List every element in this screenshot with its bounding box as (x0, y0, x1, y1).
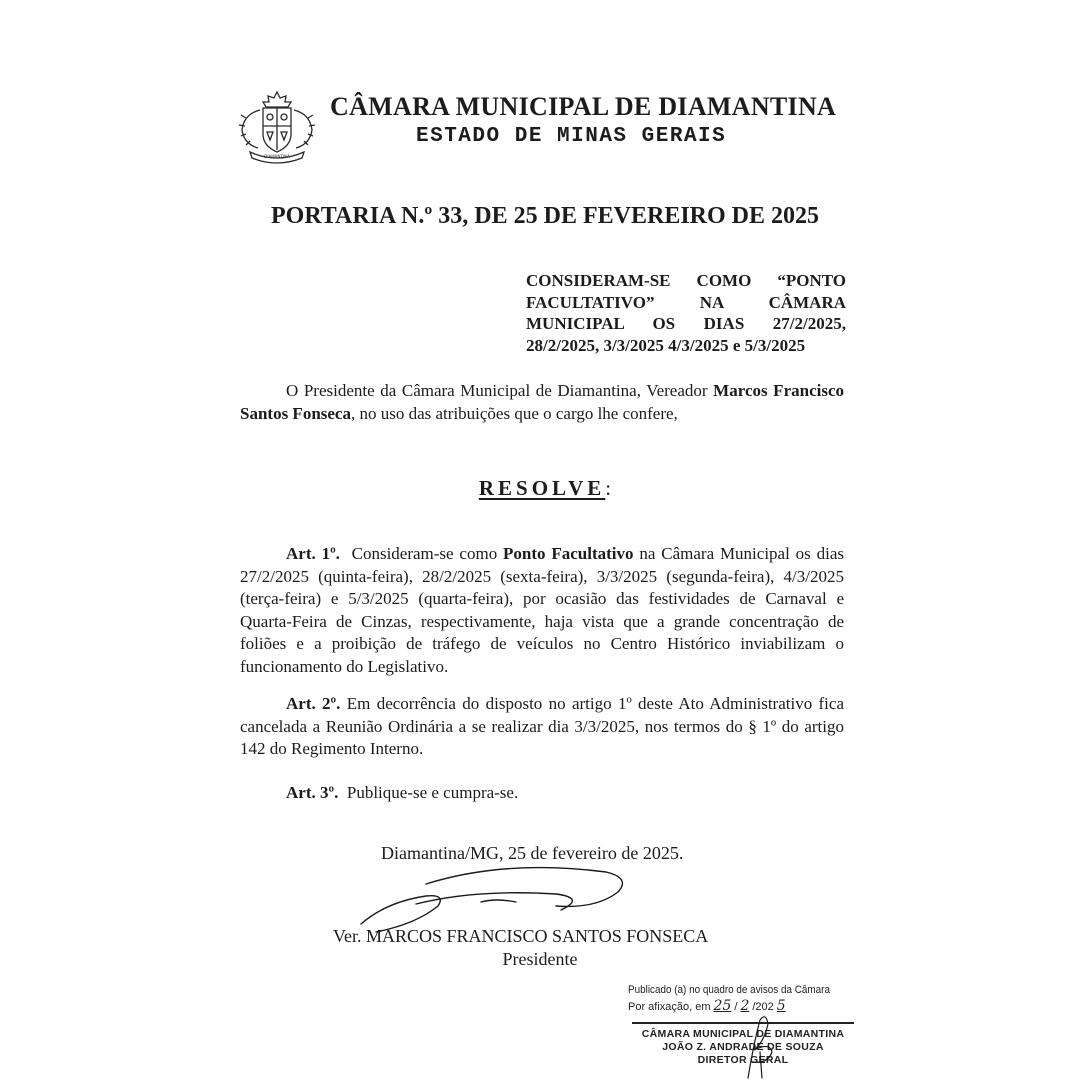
ementa (526, 270, 846, 356)
stamp-day: 25 (713, 998, 732, 1014)
article-3-text: Publique-se e cumpra-se. (338, 783, 519, 802)
article-1-text-end: na Câmara Municipal os dias 27/2/2025 (quinta-feira), 28/2/2025 (sexta-feira), 3/3/2025 (segunda-feira), 4/3/2025 (terça-feira) e 5/3/2025 (quarta-feira), por ocasião das festividades de Carnaval e Quarta-Feira de Cinzas, respectivamente, haja vista que a grande concentração de foliões e a proibição de tráfego de veículos no Centro Histórico inviabilizam o funcionamento do Legislativo. (240, 544, 844, 676)
resolve-heading (0, 476, 1080, 501)
ementa-line: MUNICIPAL OS DIAS 27/2/2025, (526, 314, 846, 333)
stamp-line-3: CÂMARA MUNICIPAL DE DIAMANTINA (641, 1028, 845, 1040)
resolve-colon: : (605, 476, 612, 500)
stamp-line-2-prefix: Por afixação, em (628, 1001, 711, 1013)
article-1-label: Art. 1º. (286, 544, 340, 563)
ementa-line: 28/2/2025, 3/3/2025 4/3/2025 e 5/3/2025 (526, 335, 806, 355)
stamp-line-1: Publicado (a) no quadro de avisos da Câmara (628, 984, 830, 996)
signer-role: Presidente (502, 949, 578, 969)
stamp-line-5: DIRETOR GERAL (697, 1054, 789, 1066)
stamp-year-prefix: 202 (755, 1001, 774, 1013)
ementa-line: FACULTATIVO” NA CÂMARA (526, 292, 846, 312)
article-1-text: Consideram-se como (339, 544, 504, 563)
preamble-text-end: , no uso das atribuições que o cargo lhe confere, (350, 403, 678, 423)
stamp-year-suffix: 5 (776, 998, 786, 1014)
stamp-month: 2 (740, 998, 750, 1014)
article-3-label: Art. 3º. (286, 783, 339, 802)
ementa-line: CONSIDERAM-SE COMO “PONTO (526, 271, 846, 290)
seal-banner-text: DIAMANTINA (264, 154, 290, 159)
article-1 (240, 543, 844, 678)
state-name: ESTADO DE MINAS GERAIS (416, 125, 727, 148)
document-title: PORTARIA N.º 33, DE 25 DE FEVEREIRO DE 2025 (270, 203, 819, 229)
resolve-word: RESOLVE (478, 476, 606, 500)
chamber-name: CÂMARA MUNICIPAL DE DIAMANTINA (330, 92, 837, 121)
preamble (240, 380, 844, 425)
stamp-line-2: Por afixação, em 25 / 2 /202 5 (628, 1000, 858, 1014)
article-2-text: Em decorrência do disposto no artigo 1º deste Ato Administrativo fica cancelada a Reunião Ordinária a se realizar dia 3/3/2025, nos termos do § 1º do artigo 142 do Regimento Interno. (240, 694, 844, 758)
article-3 (240, 782, 844, 805)
stamp-line-4: JOÃO Z. ANDRADE DE SOUZA (662, 1041, 824, 1053)
president-name: Marcos Francisco Santos Fonseca (240, 381, 844, 423)
article-2 (240, 693, 844, 761)
article-1-bold: Ponto Facultativo (503, 544, 634, 563)
stamp-signature (740, 1012, 780, 1080)
preamble-text: O Presidente da Câmara Municipal de Diamantina, Vereador (286, 381, 714, 400)
municipal-seal-icon (236, 88, 318, 164)
article-2-label: Art. 2º. (286, 694, 341, 713)
place-date: Diamantina/MG, 25 de fevereiro de 2025. (381, 843, 684, 863)
signer-name: Ver. MARCOS FRANCISCO SANTOS FONSECA (333, 926, 709, 946)
